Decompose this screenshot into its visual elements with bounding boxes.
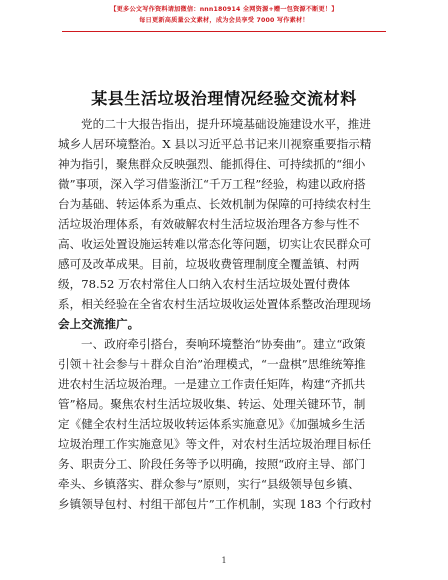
body-line: 神为指引，聚焦群众反映强烈、能抓得住、可持续抓的“细小 <box>58 157 366 171</box>
body-line: 级，78.52 万农村常住人口纳入农村生活垃圾处置付费体 <box>58 277 350 291</box>
body-line: 定《健全农村生活垃圾收转运体系实施意见》《加强城乡生活 <box>58 417 366 431</box>
body-line: 进农村生活垃圾治理。一是建立工作责任矩阵，构建“齐抓共 <box>58 377 366 391</box>
page-number: 1 <box>221 556 227 565</box>
body-line: 活垃圾治理体系，有效破解农村生活垃圾治理各方参与性不 <box>58 217 360 231</box>
promo-banner-line-1: 【更多公文写作资料请加微信：nnn180914 全网资源+赠一包资源不断更！】 <box>110 6 338 13</box>
banner-divider <box>62 31 386 32</box>
body-line: 党的二十大报告指出，提升环境基础设施建设水平，推进 <box>81 117 371 131</box>
body-line: 台为基础、转运体系为重点、长效机制为保障的可持续农村生 <box>58 197 372 211</box>
body-line: 微”事项，深入学习借鉴浙江“千万工程”经验，构建以政府搭 <box>58 177 366 191</box>
body-line: 引领＋社会参与＋群众自治”治理模式，“一盘棋”思维统筹推 <box>58 357 366 371</box>
body-line: 会上交流推广。 <box>58 317 140 331</box>
body-line: 务、职责分工、阶段任务等予以明确，按照“政府主导、部门 <box>58 457 366 471</box>
body-line: 感可及改革成果。目前，垃圾收费管理制度全覆盖镇、村两 <box>58 257 360 271</box>
body-line: 一、政府牵引搭台，奏响环境整治“协奏曲”。建立“政策 <box>81 337 366 351</box>
promo-banner <box>0 4 448 26</box>
body-line: 牵头、乡镇落实、群众参与”原则，实行“县级领导包乡镇、 <box>58 477 360 491</box>
body-line: 高、收运处置设施运转难以常态化等问题，切实让农民群众可 <box>58 237 372 251</box>
document-title: 某县生活垃圾治理情况经验交流材料 <box>91 89 357 108</box>
body-line: 管”格局。聚焦农村生活垃圾收集、转运、处理关键环节，制 <box>58 397 366 411</box>
document-body <box>58 114 390 514</box>
body-line: 垃圾治理工作实施意见》等文件，对农村生活垃圾治理目标任 <box>58 437 372 451</box>
promo-banner-line-2: 每日更新高质量公文素材，成为会员享受 7000 写作素材！ <box>139 17 309 24</box>
body-line: 城乡人居环境整治。X 县以习近平总书记来川视察重要指示精 <box>58 137 372 151</box>
body-line: 乡镇领导包村、村组干部包片”工作机制，实现 183 个行政村 <box>58 497 372 511</box>
body-line: 系，相关经验在全省农村生活垃圾收运处置体系整改治理现场 <box>58 297 372 311</box>
